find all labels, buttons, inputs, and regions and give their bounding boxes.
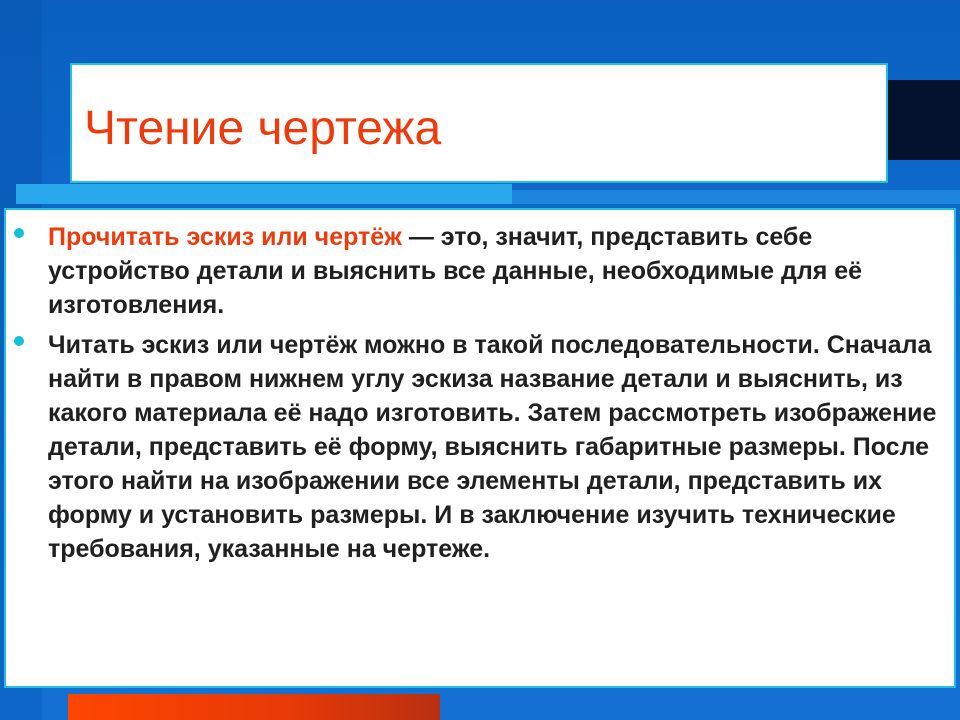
- bullet-body: — это, значит, представить себе устройство детали и выяснить все данные, необходимые для её изготовления.: [48, 223, 863, 319]
- bullet-item: [14, 220, 946, 322]
- blue-decor-strip: [512, 190, 960, 204]
- bullet-item: [14, 328, 946, 566]
- cyan-decor-strip: [16, 184, 512, 204]
- bullet-text: [48, 220, 946, 322]
- dark-decor-block: [888, 80, 960, 160]
- bullet-text: [48, 328, 946, 566]
- red-accent-bar: [68, 694, 440, 720]
- bullet-body: Читать эскиз или чертёж можно в такой последовательности. Сначала найти в правом нижнем углу эскиза название детали и выяснить, из какого материала её надо изготовить. Затем рассмотреть изображение детали, представить её форму, выяснить габаритные размеры. После этого найти на изображении все элементы детали, представить их форму и установить размеры. И в заключение изучить технические требования, указанные на чертеже.: [48, 331, 937, 563]
- content-frame: [4, 208, 956, 688]
- title-frame: [70, 63, 888, 183]
- highlight-term: Прочитать эскиз или чертёж: [48, 223, 402, 251]
- bullet-dot-icon: [14, 228, 24, 238]
- bullet-dot-icon: [14, 336, 24, 346]
- slide-title: Чтение чертежа: [84, 102, 442, 155]
